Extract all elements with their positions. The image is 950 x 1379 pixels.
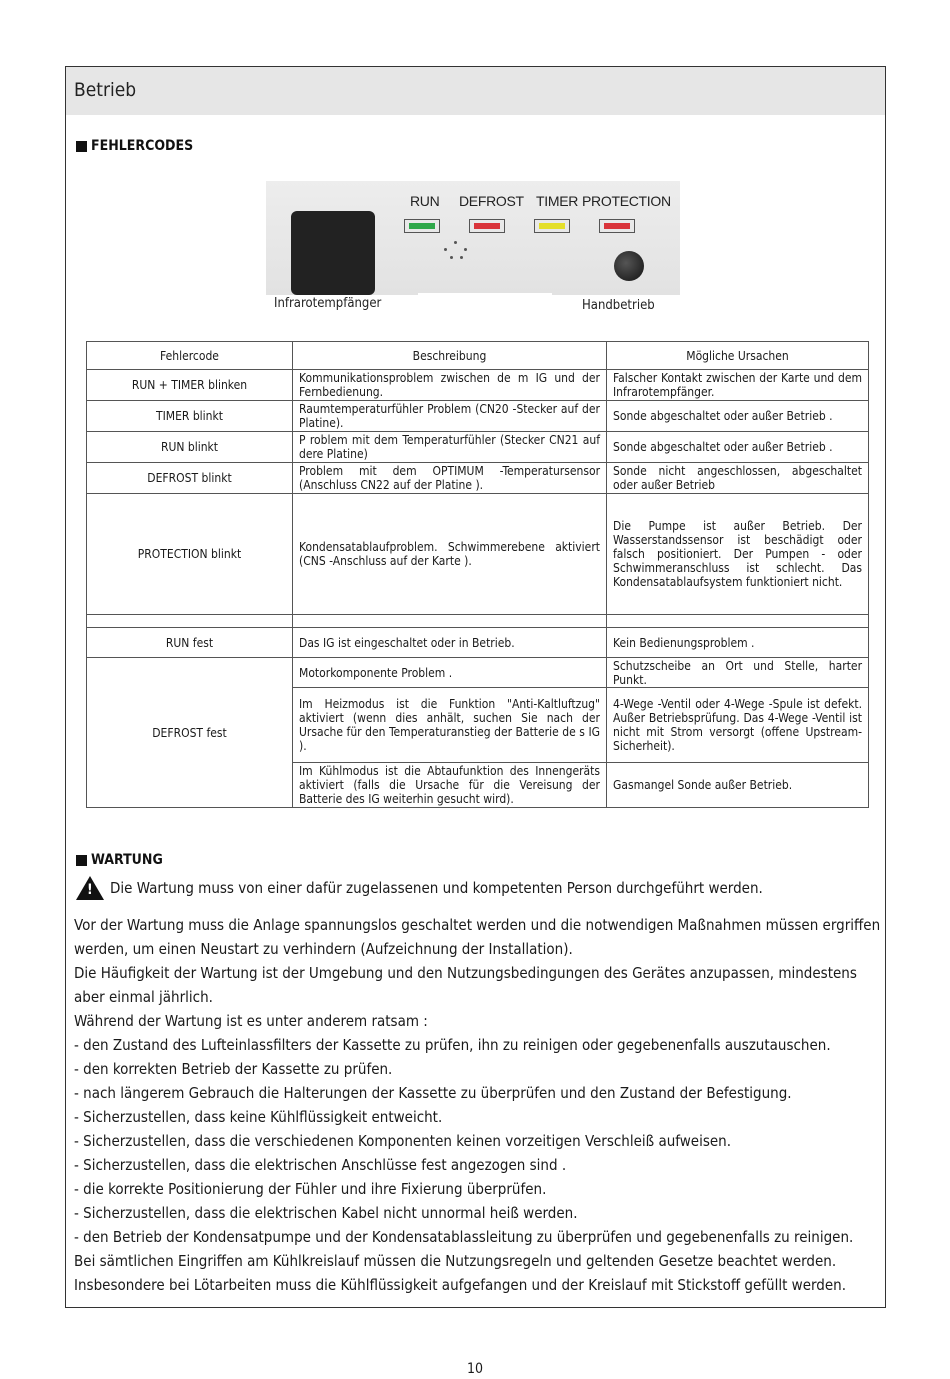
led-label-timer: TIMER <box>536 193 579 209</box>
infrared-receiver-window <box>291 211 375 295</box>
description-cell: P roblem mit dem Temperaturfühler (Stecker CN21 auf dere Platine) <box>293 432 607 463</box>
list-item: - Sicherzustellen, dass die verschiedenen Komponenten keinen vorzeitigen Verschleiß aufweisen. <box>74 1132 732 1150</box>
table-row <box>87 401 869 432</box>
timer-led-icon <box>534 219 570 233</box>
led-label-defrost: DEFROST <box>459 193 524 209</box>
description-cell: Motorkomponente Problem . <box>293 658 607 688</box>
warning-text: Die Wartung muss von einer dafür zugelassenen und kompetenten Person durchgeführt werden. <box>110 879 763 897</box>
warning-triangle-icon: ! <box>76 876 104 900</box>
error-code-cell: DEFROST fest <box>87 658 293 808</box>
control-panel-image <box>266 181 680 295</box>
description-cell: Problem mit dem OPTIMUM -Temperatursensor (Anschluss CN22 auf der Platine ). <box>293 463 607 494</box>
wartung-heading-text: WARTUNG <box>91 852 163 868</box>
paragraph: Vor der Wartung muss die Anlage spannungslos geschaltet werden und die notwendigen Maßnahmen müssen ergriffen werden, um einen Neustart zu verhindern (Aufzeichnung der Installation). <box>74 916 881 958</box>
paragraph: Während der Wartung ist es unter anderem ratsam : <box>74 1012 428 1030</box>
cause-cell: Schutzscheibe an Ort und Stelle, harter Punkt. <box>607 658 869 688</box>
table-spacer-row <box>87 615 869 628</box>
cause-cell: Sonde abgeschaltet oder außer Betrieb . <box>607 401 869 432</box>
fehlercodes-heading <box>76 138 193 154</box>
panel-mask <box>418 293 552 315</box>
speaker-dots-icon <box>444 241 468 265</box>
error-code-cell: DEFROST blinkt <box>87 463 293 494</box>
table-header-row <box>87 342 869 370</box>
paragraph: Bei sämtlichen Eingriffen am Kühlkreislauf müssen die Nutzungsregeln und geltenden Gesetze beachtet werden. <box>74 1252 837 1270</box>
list-item: - Sicherzustellen, dass die elektrischen Anschlüsse fest angezogen sind . <box>74 1156 567 1174</box>
page-title: Betrieb <box>74 79 137 101</box>
wartung-heading <box>76 852 163 868</box>
cause-cell: Sonde nicht angeschlossen, abgeschaltet oder außer Betrieb <box>607 463 869 494</box>
list-item: - den korrekten Betrieb der Kassette zu prüfen. <box>74 1060 393 1078</box>
cause-cell: Sonde abgeschaltet oder außer Betrieb . <box>607 432 869 463</box>
led-label-run: RUN <box>410 193 440 209</box>
error-code-cell: PROTECTION blinkt <box>87 494 293 615</box>
protection-led-icon <box>599 219 635 233</box>
list-item: - Sicherzustellen, dass keine Kühlflüssigkeit entweicht. <box>74 1108 443 1126</box>
list-item: - die korrekte Positionierung der Fühler und ihre Fixierung überprüfen. <box>74 1180 547 1198</box>
cause-cell: Die Pumpe ist außer Betrieb. Der Wasserstandssensor ist beschädigt oder falsch positioniert. Der Pumpen - oder Schwimmeranschluss ist schlecht. Das Kondensatablaufsystem funktioniert nicht. <box>607 494 869 615</box>
list-item: - nach längerem Gebrauch die Halterungen der Kassette zu überprüfen und den Zustand der Befestigung. <box>74 1084 792 1102</box>
description-cell: Kommunikationsproblem zwischen de m IG und der Fernbedienung. <box>293 370 607 401</box>
caption-infrared-receiver: Infrarotempfänger <box>274 296 382 311</box>
led-label-protection: PROTECTION <box>582 193 671 209</box>
description-cell: Das IG ist eingeschaltet oder in Betrieb. <box>293 628 607 658</box>
error-code-cell: TIMER blinkt <box>87 401 293 432</box>
table-row <box>87 658 869 688</box>
manual-button-icon <box>614 251 644 281</box>
error-code-table <box>86 341 869 808</box>
table-row <box>87 628 869 658</box>
cause-cell: Gasmangel Sonde außer Betrieb. <box>607 763 869 808</box>
error-code-cell: RUN + TIMER blinken <box>87 370 293 401</box>
description-cell: Raumtemperaturfühler Problem (CN20 -Stecker auf der Platine). <box>293 401 607 432</box>
table-row <box>87 432 869 463</box>
page-number: 10 <box>466 1361 484 1377</box>
maintenance-text <box>74 913 882 1297</box>
caption-manual-operation: Handbetrieb <box>582 298 655 313</box>
square-bullet-icon <box>76 855 87 866</box>
description-cell: Kondensatablaufproblem. Schwimmerebene aktiviert (CNS -Anschluss auf der Karte ). <box>293 494 607 615</box>
table-row <box>87 463 869 494</box>
list-item: - Sicherzustellen, dass die elektrischen Kabel nicht unnormal heiß werden. <box>74 1204 578 1222</box>
square-bullet-icon <box>76 141 87 152</box>
error-code-cell: RUN blinkt <box>87 432 293 463</box>
defrost-led-icon <box>469 219 505 233</box>
run-led-icon <box>404 219 440 233</box>
error-code-cell: RUN fest <box>87 628 293 658</box>
cause-cell: 4-Wege -Ventil oder 4-Wege -Spule ist defekt. Außer Betriebsprüfung. Das 4-Wege -Ventil ist nicht mit Strom versorgt (offene Upstream-Sicherheit). <box>607 688 869 763</box>
table-row <box>87 494 869 615</box>
cause-cell: Kein Bedienungsproblem . <box>607 628 869 658</box>
content-frame <box>65 66 886 1308</box>
section-title-bar <box>66 67 885 115</box>
header-error-code: Fehlercode <box>87 342 293 370</box>
paragraph: Insbesondere bei Lötarbeiten muss die Kühlflüssigkeit aufgefangen und der Kreislauf mit Stickstoff gefüllt werden. <box>74 1276 847 1294</box>
list-item: - den Betrieb der Kondensatpumpe und der Kondensatablassleitung zu überprüfen und gegebenenfalls zu reinigen. <box>74 1228 854 1246</box>
header-possible-causes: Mögliche Ursachen <box>607 342 869 370</box>
warning-notice <box>76 876 763 900</box>
description-cell: Im Heizmodus ist die Funktion "Anti-Kaltluftzug" aktiviert (wenn dies anhält, suchen Sie nach der Ursache für den Temperaturanstieg der Batterie de s IG ). <box>293 688 607 763</box>
table-row <box>87 370 869 401</box>
cause-cell: Falscher Kontakt zwischen der Karte und dem Infrarotempfänger. <box>607 370 869 401</box>
header-description: Beschreibung <box>293 342 607 370</box>
description-cell: Im Kühlmodus ist die Abtaufunktion des Innengeräts aktiviert (falls die Ursache für die Vereisung der Batterie des IG weiterhin gesucht wird). <box>293 763 607 808</box>
paragraph: Die Häufigkeit der Wartung ist der Umgebung und den Nutzungsbedingungen des Gerätes anzupassen, mindestens aber einmal jährlich. <box>74 964 857 1006</box>
fehlercodes-heading-text: FEHLERCODES <box>91 138 194 154</box>
list-item: - den Zustand des Lufteinlassfilters der Kassette zu prüfen, ihn zu reinigen oder gegebenenfalls auszutauschen. <box>74 1036 831 1054</box>
